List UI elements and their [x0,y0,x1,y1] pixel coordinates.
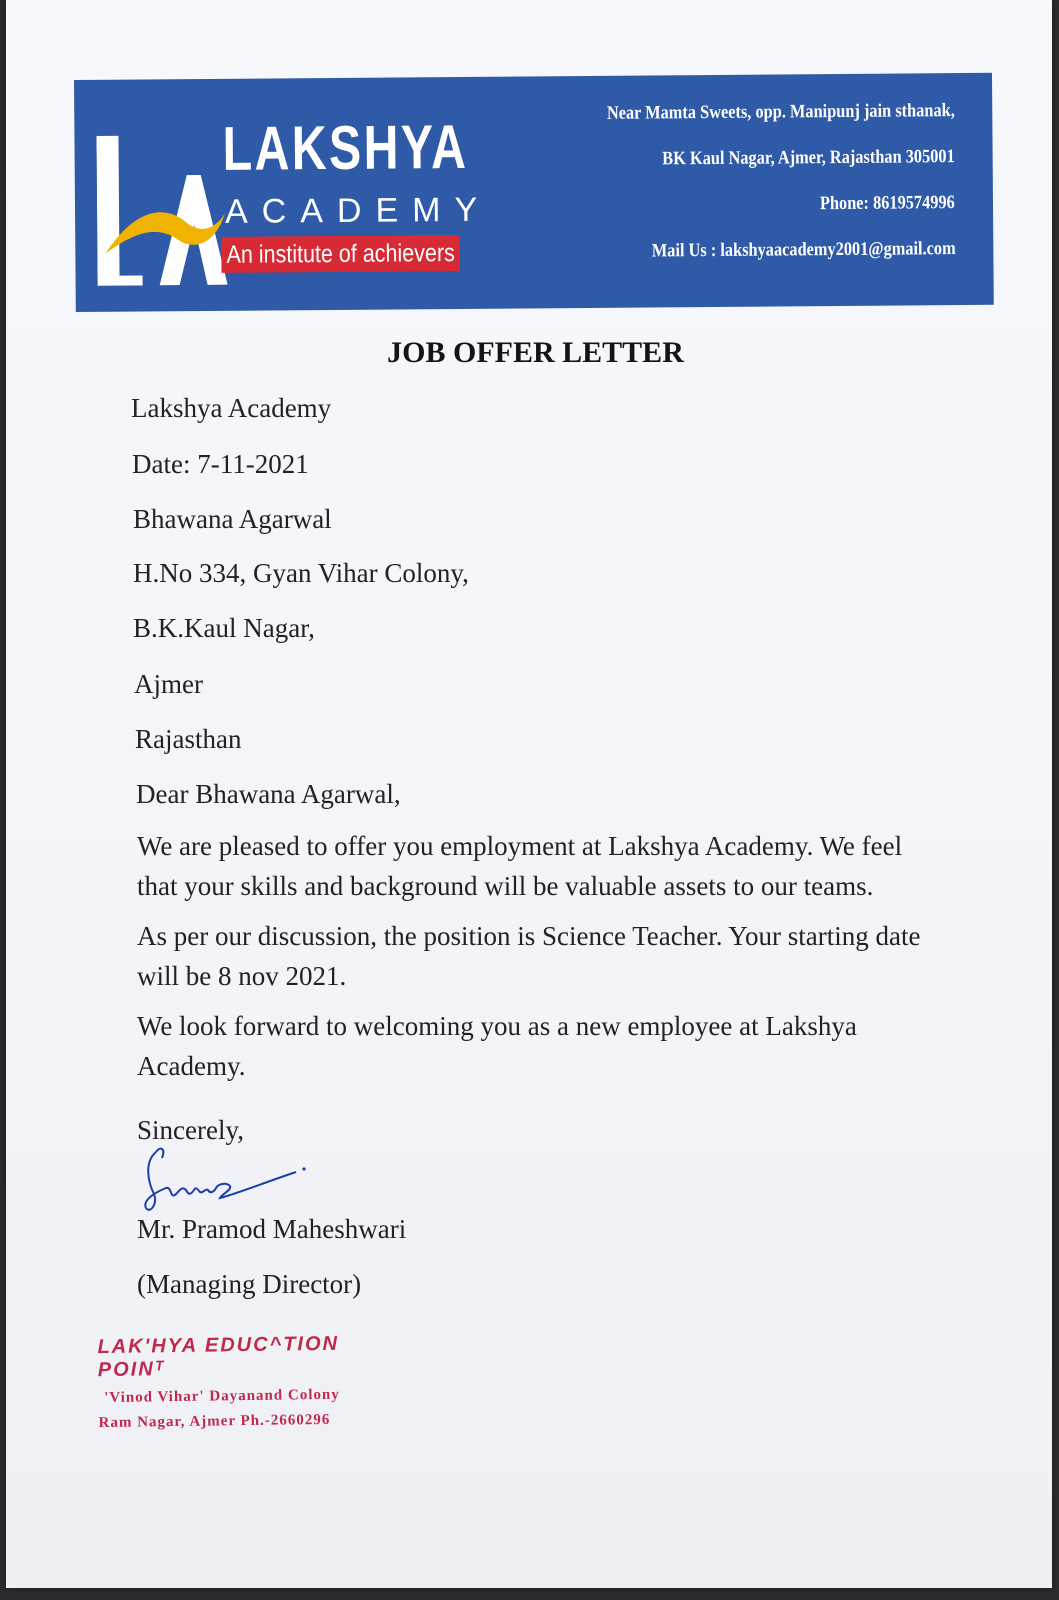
stamp-line-3: Ram Nagar, Ajmer Ph.-2660296 [98,1411,331,1432]
letter-title: JOB OFFER LETTER [387,336,684,369]
sender-name: Lakshya Academy [131,393,332,423]
stamp-line-1: LAK'HYA EDUC^TION POINᵀ [97,1332,340,1382]
welcome-paragraph: We look forward to welcoming you as a new employee at Lakshya Academy. [137,1011,857,1081]
letterhead-banner [74,73,994,312]
recipient-city: Ajmer [134,669,203,699]
recipient-address-1: H.No 334, Gyan Vihar Colony, [133,558,469,588]
letter-page [6,0,1052,1588]
brand-subtitle: ACADEMY [224,190,492,231]
recipient-state: Rajasthan [135,724,242,754]
position-paragraph: As per our discussion, the position is Science Teacher. Your starting date will be 8 nov 2021. [137,921,921,991]
email-address: Mail Us : lakshyaacademy2001@gmail.com [651,238,956,262]
recipient-address-2: B.K.Kaul Nagar, [133,613,315,643]
address-line-1: Near Mamta Sweets, opp. Manipunj jain sthanak, [606,100,955,124]
lakshya-logo-icon [96,135,227,286]
salutation: Dear Bhawana Agarwal, [136,779,401,809]
brand-name: LAKSHYA [222,112,469,184]
company-stamp [97,1332,398,1432]
phone-number: Phone: 8619574996 [820,192,956,215]
offer-paragraph: We are pleased to offer you employment at Lakshya Academy. We feel that your skills and background will be valuable assets to our teams. [137,831,903,901]
signer-name: Mr. Pramod Maheshwari [137,1214,407,1244]
brand-tagline: An institute of achievers [221,235,460,273]
letter-date: Date: 7-11-2021 [132,449,309,479]
contact-block [514,99,955,286]
recipient-name: Bhawana Agarwal [133,504,332,534]
stamp-line-2: 'Vinod Vihar' Dayanand Colony [104,1386,340,1407]
address-line-2: BK Kaul Nagar, Ajmer, Rajasthan 305001 [662,146,955,170]
closing: Sincerely, [137,1115,244,1145]
handwritten-signature [136,1142,316,1222]
signer-title: (Managing Director) [137,1269,362,1299]
